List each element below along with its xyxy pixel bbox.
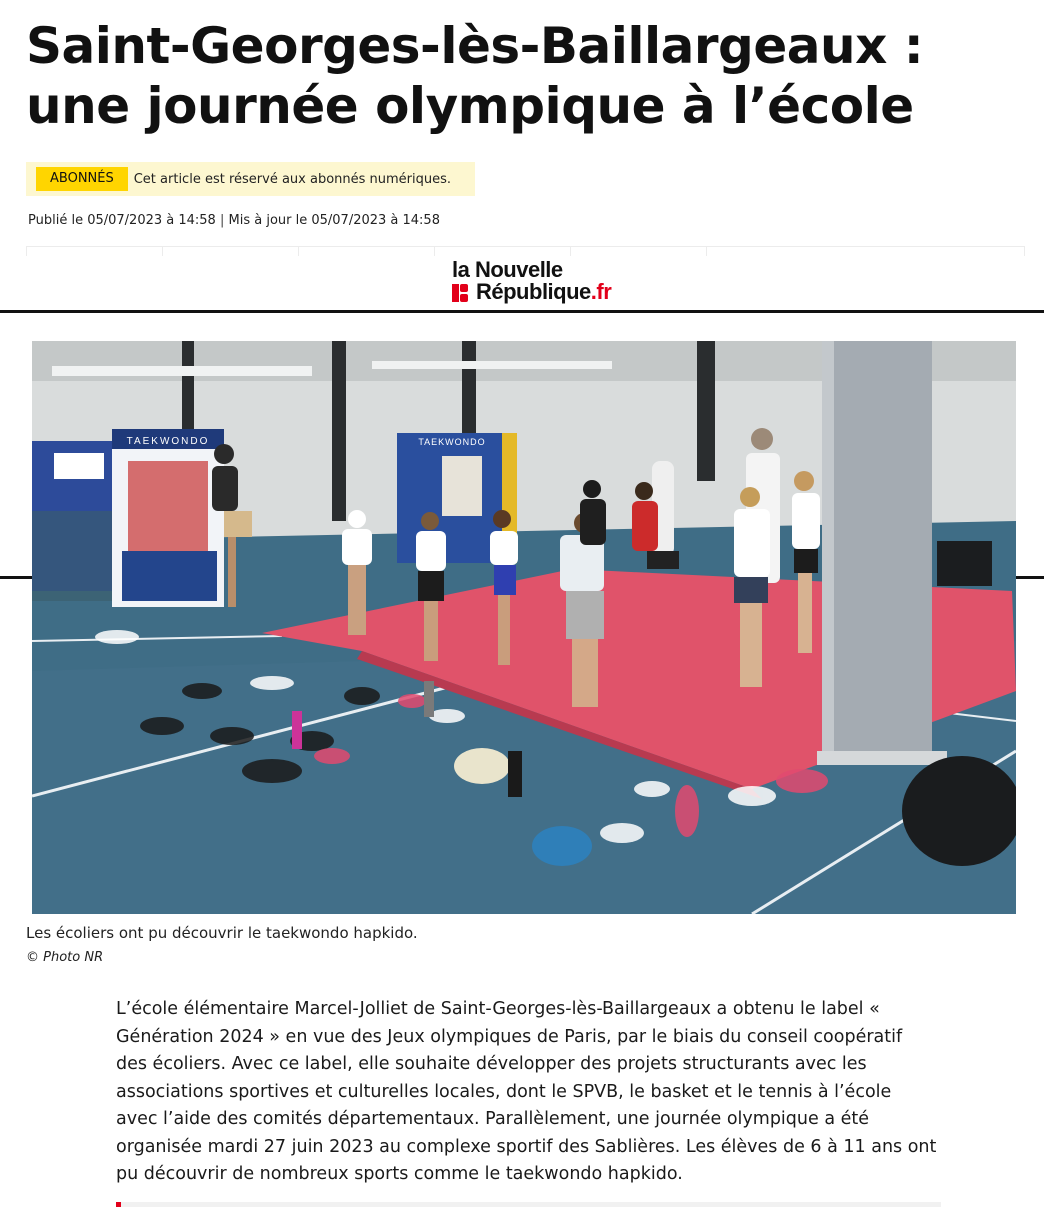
logo-text-line2 bbox=[476, 280, 611, 304]
site-header bbox=[0, 256, 1044, 313]
section-rule-left bbox=[0, 576, 34, 579]
site-logo[interactable] bbox=[452, 258, 632, 306]
paywall-box bbox=[116, 1202, 941, 1207]
photo-caption: Les écoliers ont pu découvrir le taekwondo hapkido. bbox=[26, 924, 418, 942]
article-dates bbox=[28, 213, 440, 228]
section-rule-right bbox=[1012, 576, 1044, 579]
article-body: L’école élémentaire Marcel-Jolliet de Saint-Georges-lès-Baillargeaux a obtenu le label « Génération 2024 » en vue des Jeux olympiques de Paris, par le biais du conseil coopératif des écoliers. Avec ce label, elle souhaite développer des projets structurants avec les associations sportives et culturelles locales, dont le SPVB, le basket et le tennis à l’école avec l’aide des comités départementaux. Parallèlement, une journée olympique a été organisée mardi 27 juin 2023 au complexe sportif des Sablières. Les élèves de 6 à 11 ans ont pu découvrir de nombreux sports comme le taekwondo hapkido. bbox=[116, 999, 937, 1184]
side-gutter bbox=[1012, 520, 1044, 576]
subscriber-badge[interactable]: ABONNÉS bbox=[36, 167, 128, 191]
banner-right-text: TAEKWONDO bbox=[418, 437, 486, 447]
logo-name: République bbox=[476, 279, 591, 304]
date-separator: | bbox=[219, 213, 225, 228]
photo-credit: © Photo NR bbox=[26, 950, 104, 965]
article-title: Saint-Georges-lès-Baillargeaux : une journée olympique à l’école bbox=[26, 17, 924, 135]
subscriber-note: Cet article est réservé aux abonnés numériques. bbox=[133, 171, 452, 187]
logo-tld: .fr bbox=[590, 279, 612, 304]
taekwondo-scene-image bbox=[32, 341, 1016, 914]
banner-left-text: TAEKWONDO bbox=[126, 436, 210, 447]
logo-mark-icon bbox=[452, 284, 468, 302]
published-date: Publié le 05/07/2023 à 14:58 bbox=[28, 213, 216, 228]
updated-date: Mis à jour le 05/07/2023 à 14:58 bbox=[228, 213, 440, 228]
article-photo[interactable] bbox=[32, 341, 1016, 914]
logo-text-line1: la Nouvelle bbox=[452, 257, 563, 282]
subscriber-banner bbox=[26, 162, 475, 196]
